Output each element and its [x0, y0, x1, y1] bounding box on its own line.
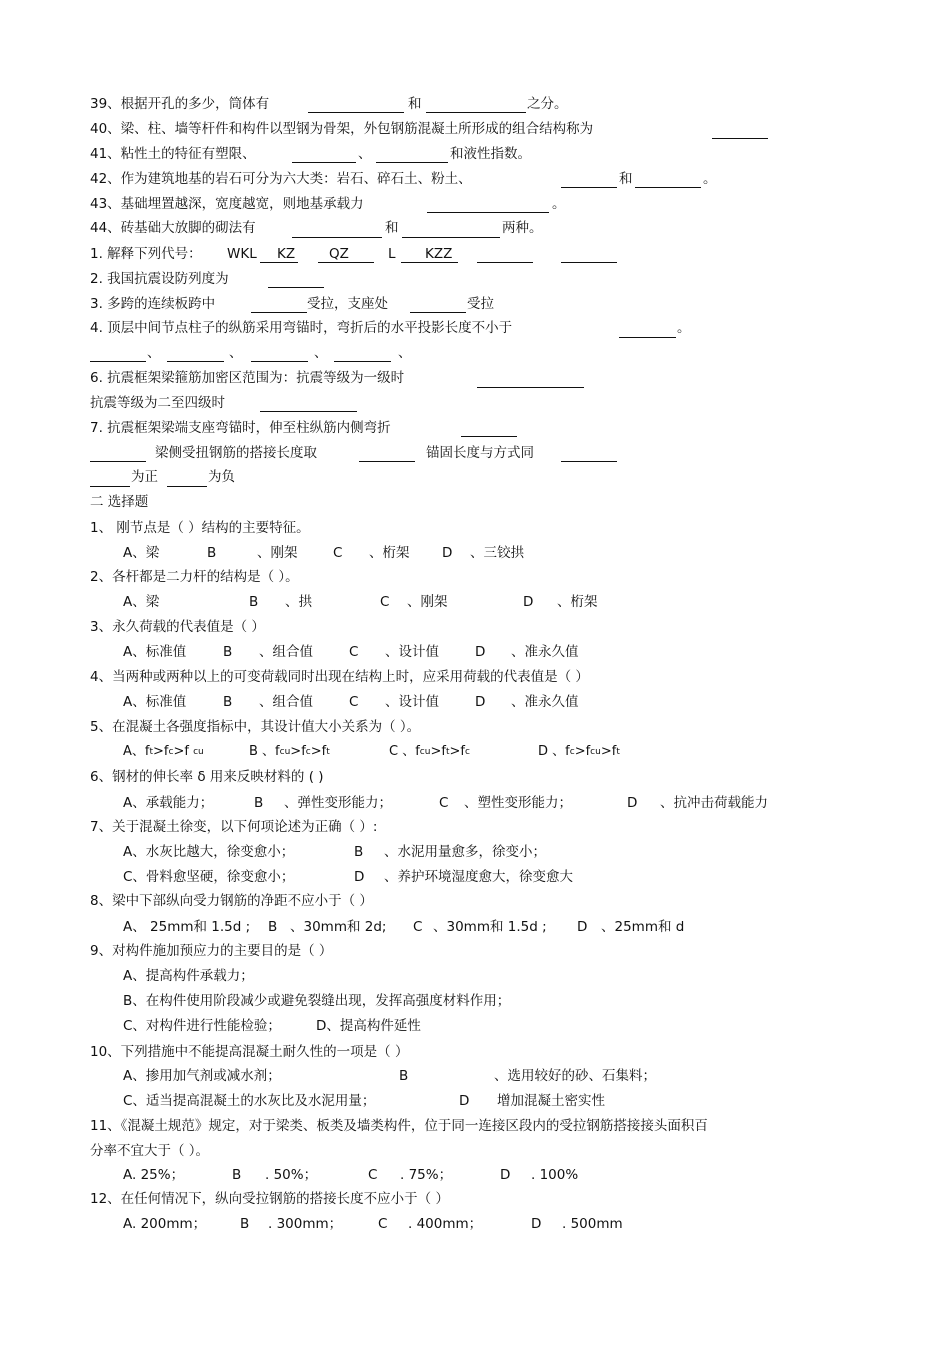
p1q4-blank[interactable]: [619, 337, 676, 338]
c10-option-d-letter[interactable]: D: [459, 1093, 470, 1109]
p1q5-blank-4[interactable]: [334, 361, 391, 362]
c8-option-d-letter[interactable]: D: [577, 919, 588, 935]
c4-option-b-letter[interactable]: B: [223, 694, 233, 710]
q39-and: 和: [408, 96, 422, 112]
c4-option-b[interactable]: 、组合值: [259, 694, 313, 710]
p1q1-blank-1[interactable]: [260, 262, 298, 263]
p1q3-text: 3. 多跨的连续板跨中: [90, 296, 216, 312]
q42-and: 和: [619, 171, 633, 187]
p1q5-blank-2[interactable]: [167, 361, 224, 362]
c3-option-c-letter[interactable]: C: [349, 644, 359, 660]
c2-option-c[interactable]: 、刚架: [407, 594, 448, 610]
c5-option-b[interactable]: B 、fcu>fc>ft: [249, 744, 330, 759]
c12-option-d-letter[interactable]: D: [531, 1216, 542, 1232]
c6-option-a[interactable]: A、承载能力；: [123, 795, 214, 811]
p1q6-blank-1[interactable]: [477, 387, 584, 388]
c2-question: 2、各杆都是二力杆的结构是（ ）。: [90, 569, 299, 585]
p1q6-text-2: 抗震等级为二至四级时: [90, 395, 225, 411]
p1q7-blank-1[interactable]: [461, 436, 517, 437]
q44-blank-2[interactable]: [402, 237, 500, 238]
c12-option-a[interactable]: A. 200mm；: [123, 1216, 207, 1232]
c8-option-c-letter[interactable]: C: [413, 919, 423, 935]
c9-option-d[interactable]: D、提高构件延性: [316, 1018, 421, 1034]
p1q3-blank-1[interactable]: [251, 312, 307, 313]
section-2-title: 二 选择题: [90, 494, 149, 510]
c12-option-d[interactable]: . 500mm: [562, 1216, 623, 1232]
p1q5-sep-3: 、: [314, 345, 328, 361]
p1q5-blank-1[interactable]: [90, 361, 146, 362]
c1-option-c[interactable]: 、桁架: [369, 545, 410, 561]
c1-option-b[interactable]: 、刚架: [257, 545, 298, 561]
c2-option-d-letter[interactable]: D: [523, 594, 534, 610]
c1-option-d[interactable]: 、三铰拱: [470, 545, 524, 561]
p1q4-text: 4. 顶层中间节点柱子的纵筋采用弯锚时，弯折后的水平投影长度不小于: [90, 320, 513, 336]
c1-question: 1、 刚节点是（ ）结构的主要特征。: [90, 520, 310, 536]
c1-option-c-letter[interactable]: C: [333, 545, 343, 561]
c6-option-b-letter[interactable]: B: [254, 795, 264, 811]
c4-option-c-letter[interactable]: C: [349, 694, 359, 710]
c4-option-d[interactable]: 、准永久值: [511, 694, 579, 710]
c12-option-b-letter[interactable]: B: [240, 1216, 250, 1232]
c11-question-2: 分率不宜大于（ ）。: [90, 1143, 210, 1159]
p1q6-text: 6. 抗震框架梁箍筋加密区范围为：抗震等级为一级时: [90, 370, 405, 386]
p1q8-positive: 为正: [131, 469, 158, 485]
q42-blank-1[interactable]: [561, 187, 617, 188]
c11-option-c-letter[interactable]: C: [368, 1167, 378, 1183]
p1q7-text-2: 梁侧受扭钢筋的搭接长度取: [155, 445, 317, 461]
q41-blank-1[interactable]: [292, 162, 356, 163]
c7-option-d[interactable]: 、养护环境湿度愈大，徐变愈大: [384, 869, 573, 885]
c5-option-d[interactable]: D 、fc>fcu>ft: [538, 744, 620, 759]
q41-sep: 、: [358, 146, 372, 162]
c8-option-b[interactable]: 、30mm和 2d;: [290, 919, 387, 935]
c7-option-a[interactable]: A、水灰比越大，徐变愈小；: [123, 844, 295, 860]
c9-option-a[interactable]: A、提高构件承载力；: [123, 968, 254, 984]
c9-question: 9、对构件施加预应力的主要目的是（ ）: [90, 943, 333, 959]
c8-question: 8、梁中下部纵向受力钢筋的净距不应小于（ ）: [90, 893, 373, 909]
q39-blank-2[interactable]: [426, 112, 526, 113]
c3-option-b[interactable]: 、组合值: [259, 644, 313, 660]
c2-option-a[interactable]: A、梁: [123, 594, 160, 610]
q44-end: 两种。: [502, 220, 543, 236]
code-qz: QZ: [329, 246, 349, 262]
c12-option-c-letter[interactable]: C: [378, 1216, 388, 1232]
code-kzz: KZZ: [425, 246, 453, 262]
c6-question: 6、钢材的伸长率 δ 用来反映材料的 ( ): [90, 769, 324, 785]
c2-option-b-letter[interactable]: B: [249, 594, 259, 610]
code-l: L: [388, 246, 396, 262]
c12-option-c[interactable]: . 400mm；: [408, 1216, 483, 1232]
c11-option-d[interactable]: . 100%: [531, 1167, 579, 1183]
q39-end: 之分。: [527, 96, 568, 112]
p1q5-sep-4: 、: [398, 345, 412, 361]
c11-option-b[interactable]: . 50%；: [265, 1167, 318, 1183]
q39-text: 39、根据开孔的多少，筒体有: [90, 96, 270, 112]
c4-option-a[interactable]: A、标准值: [123, 694, 187, 710]
q40-text: 40、梁、柱、墙等杆件和构件以型钢为骨架，外包钢筋混凝土所形成的组合结构称为: [90, 121, 594, 137]
c2-option-c-letter[interactable]: C: [380, 594, 390, 610]
c3-option-d[interactable]: 、准永久值: [511, 644, 579, 660]
p1q7-text: 7. 抗震框架梁端支座弯锚时，伸至柱纵筋内侧弯折: [90, 420, 391, 436]
c3-question: 3、永久荷载的代表值是（ ）: [90, 619, 265, 635]
c7-option-d-letter[interactable]: D: [354, 869, 365, 885]
c2-option-b[interactable]: 、拱: [285, 594, 312, 610]
c11-option-b-letter[interactable]: B: [232, 1167, 242, 1183]
c10-option-d[interactable]: 增加混凝土密实性: [497, 1093, 605, 1109]
p1q5-blank-3[interactable]: [251, 361, 308, 362]
p1q2-blank[interactable]: [268, 287, 324, 288]
p1q5-sep-2: 、: [229, 345, 243, 361]
code-kz: KZ: [277, 246, 296, 262]
c11-option-c[interactable]: . 75%；: [400, 1167, 453, 1183]
c6-option-c[interactable]: 、塑性变形能力；: [464, 795, 572, 811]
c8-option-c[interactable]: 、30mm和 1.5d ;: [433, 919, 547, 935]
c6-option-d[interactable]: 、抗冲击荷载能力: [660, 795, 768, 811]
c8-option-d[interactable]: 、25mm和 d: [601, 919, 685, 935]
p1q1-blank-4[interactable]: [477, 262, 533, 263]
c4-option-c[interactable]: 、设计值: [385, 694, 439, 710]
code-wkl: WKL: [227, 246, 257, 262]
q42-text: 42、作为建筑地基的岩石可分为六大类：岩石、碎石土、粉土、: [90, 171, 472, 187]
c1-option-b-letter[interactable]: B: [207, 545, 217, 561]
p1q8-blank-2[interactable]: [167, 486, 207, 487]
c7-option-c[interactable]: C、骨料愈坚硬，徐变愈小；: [123, 869, 295, 885]
p1q6-blank-2[interactable]: [260, 411, 357, 412]
p1q7-blank-4[interactable]: [561, 461, 617, 462]
c2-option-d[interactable]: 、桁架: [557, 594, 598, 610]
q42-blank-2[interactable]: [635, 187, 701, 188]
c8-option-b-letter[interactable]: B: [268, 919, 278, 935]
q40-blank[interactable]: [712, 138, 768, 139]
c10-option-a[interactable]: A、掺用加气剂或减水剂；: [123, 1068, 281, 1084]
c1-option-d-letter[interactable]: D: [442, 545, 453, 561]
c12-question: 12、在任何情况下，纵向受拉钢筋的搭接长度不应小于（ ）: [90, 1191, 449, 1207]
c5-option-c[interactable]: C 、fcu>ft>fc: [389, 744, 470, 759]
c10-option-b-letter[interactable]: B: [399, 1068, 409, 1084]
c11-question: 11、《混凝土规范》规定，对于梁类、板类及墙类构件，位于同一连接区段内的受拉钢筋搭接接头面积百: [90, 1118, 708, 1134]
q43-text: 43、基础埋置越深，宽度越宽，则地基承载力: [90, 196, 364, 212]
c4-option-d-letter[interactable]: D: [475, 694, 486, 710]
c7-question: 7、关于混凝土徐变，以下何项论述为正确（ ）:: [90, 819, 378, 835]
p1q7-blank-2[interactable]: [90, 461, 146, 462]
p1q1-blank-5[interactable]: [561, 262, 617, 263]
p1q3-blank-2[interactable]: [410, 312, 466, 313]
c10-option-b[interactable]: 、选用较好的砂、石集料；: [494, 1068, 656, 1084]
c9-option-b[interactable]: B、在构件使用阶段减少或避免裂缝出现，发挥高强度材料作用；: [123, 993, 511, 1009]
c3-option-b-letter[interactable]: B: [223, 644, 233, 660]
p1q8-blank-1[interactable]: [90, 486, 130, 487]
p1q4-end: 。: [677, 320, 691, 336]
c10-option-c[interactable]: C、适当提高混凝土的水灰比及水泥用量；: [123, 1093, 376, 1109]
c3-option-d-letter[interactable]: D: [475, 644, 486, 660]
q43-blank[interactable]: [427, 212, 549, 213]
q41-end: 和液性指数。: [450, 146, 531, 162]
c8-option-a[interactable]: A、 25mm和 1.5d ;: [123, 919, 251, 935]
p1q7-text-3: 锚固长度与方式同: [426, 445, 534, 461]
c10-question: 10、下列措施中不能提高混凝土耐久性的一项是（ ）: [90, 1044, 409, 1060]
q44-text: 44、砖基础大放脚的砌法有: [90, 220, 256, 236]
c6-option-c-letter[interactable]: C: [439, 795, 449, 811]
q39-blank-1[interactable]: [308, 112, 404, 113]
c11-option-d-letter[interactable]: D: [500, 1167, 511, 1183]
p1q1-text: 1. 解释下列代号：: [90, 246, 202, 262]
p1q3-end: 受拉: [467, 296, 494, 312]
q44-blank-1[interactable]: [292, 237, 382, 238]
p1q2-text: 2. 我国抗震设防列度为: [90, 271, 229, 287]
c11-option-a[interactable]: A. 25%；: [123, 1167, 185, 1183]
c6-option-b[interactable]: 、弹性变形能力；: [284, 795, 392, 811]
p1q3-mid: 受拉，支座处: [307, 296, 388, 312]
c3-option-a[interactable]: A、标准值: [123, 644, 187, 660]
q41-text: 41、粘性土的特征有塑限、: [90, 146, 256, 162]
c7-option-b-letter[interactable]: B: [354, 844, 364, 860]
q42-end: 。: [703, 171, 717, 187]
p1q1-blank-2[interactable]: [318, 262, 374, 263]
c4-question: 4、当两种或两种以上的可变荷载同时出现在结构上时，应采用荷载的代表值是（ ）: [90, 669, 589, 685]
c7-option-b[interactable]: 、水泥用量愈多，徐变小；: [384, 844, 546, 860]
q44-and: 和: [385, 220, 399, 236]
p1q8-negative: 为负: [208, 469, 235, 485]
c6-option-d-letter[interactable]: D: [627, 795, 638, 811]
c5-option-a[interactable]: A、ft>fc>f cu: [123, 744, 204, 759]
p1q5-sep-1: 、: [147, 345, 161, 361]
p1q7-blank-3[interactable]: [359, 461, 415, 462]
q41-blank-2[interactable]: [376, 162, 448, 163]
p1q1-blank-3[interactable]: [401, 262, 458, 263]
c3-option-c[interactable]: 、设计值: [385, 644, 439, 660]
c5-question: 5、在混凝土各强度指标中，其设计值大小关系为（ ）。: [90, 719, 421, 735]
c1-option-a[interactable]: A、梁: [123, 545, 160, 561]
q43-end: 。: [552, 196, 566, 212]
c9-option-c[interactable]: C、对构件进行性能检验；: [123, 1018, 281, 1034]
c12-option-b[interactable]: . 300mm；: [268, 1216, 343, 1232]
